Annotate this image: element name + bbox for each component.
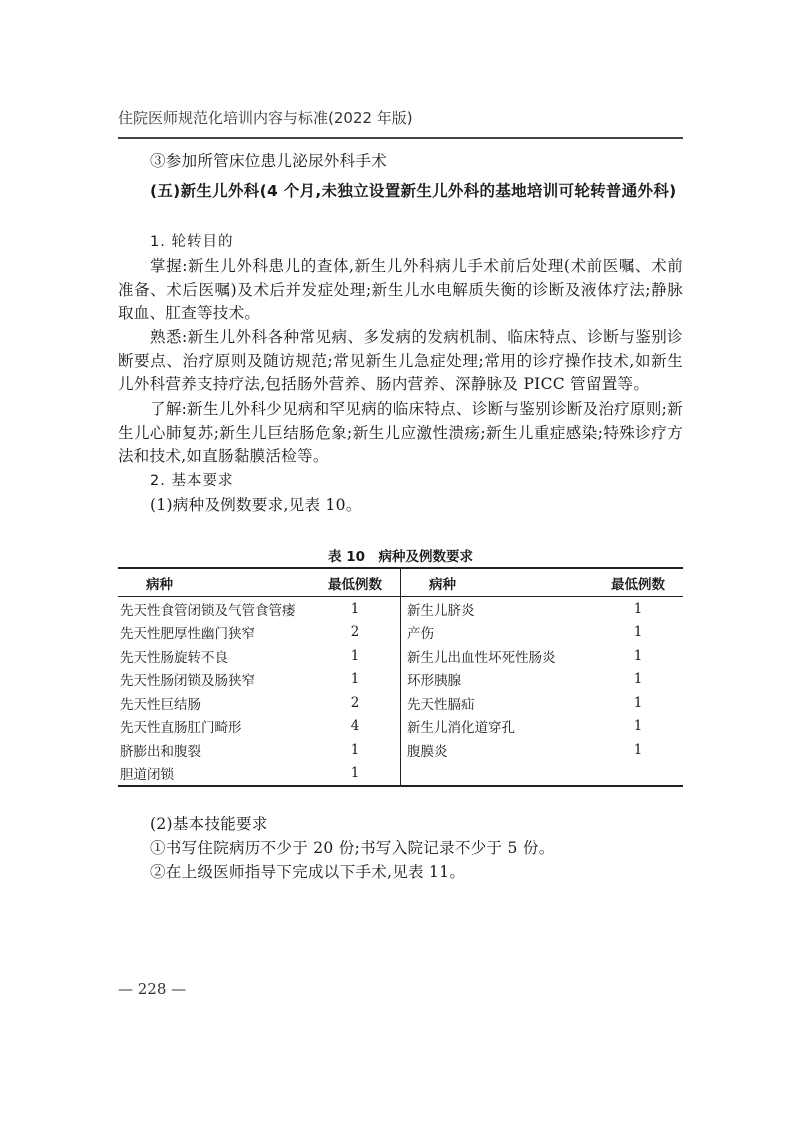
min-cases: 1	[633, 694, 643, 711]
disease-name: 产伤	[407, 626, 434, 643]
min-cases: 4	[350, 718, 360, 735]
disease-name: 腹膜炎	[407, 743, 448, 760]
running-header: 住院医师规范化培训内容与标准(2022 年版)	[118, 109, 413, 127]
paragraph-req2: (2)基本技能要求	[150, 815, 268, 833]
min-cases: 1	[633, 647, 643, 664]
min-cases: 1	[633, 741, 643, 758]
table-row	[401, 715, 683, 739]
table-row	[401, 597, 683, 621]
disease-name: 先天性巨结肠	[120, 696, 201, 713]
table-right-half	[401, 569, 683, 785]
subsection-title-basic-requirements: 2. 基本要求	[150, 473, 234, 489]
table-row	[401, 621, 683, 645]
table-row	[401, 691, 683, 715]
table-row	[118, 738, 400, 762]
disease-name: 先天性肠旋转不良	[120, 649, 228, 666]
min-cases: 1	[633, 600, 643, 617]
header-rule	[118, 137, 683, 139]
table-caption: 表 10 病种及例数要求	[328, 549, 473, 565]
table-row	[401, 668, 683, 692]
paragraph-familiar: 熟悉:新生儿外科各种常见病、多发病的发病机制、临床特点、诊断与鉴别诊断要点、治疗原则及随访规范;常见新生儿急症处理;常用的诊疗操作技术,如新生儿外科营养支持疗法,包括肠外营养、肠内营养、深静脉及 PICC 管留置等。	[118, 328, 683, 393]
disease-name: 先天性食管闭锁及气管食管瘘	[120, 602, 296, 619]
subsection-title-rotation-goals: 1. 轮转目的	[150, 234, 234, 250]
paragraph-surgery-item: ③参加所管床位患儿泌尿外科手术	[150, 152, 388, 170]
table-left-half	[118, 569, 401, 785]
disease-name: 脐膨出和腹裂	[120, 743, 201, 760]
min-cases: 1	[350, 600, 360, 617]
table-row	[118, 691, 400, 715]
header-disease: 病种	[429, 576, 456, 593]
disease-name: 先天性肠闭锁及肠狭窄	[120, 673, 255, 690]
min-cases: 1	[350, 671, 360, 688]
header-disease: 病种	[146, 576, 173, 593]
disease-name: 胆道闭锁	[120, 767, 174, 784]
disease-name: 新生儿消化道穿孔	[407, 720, 515, 737]
table-row	[401, 644, 683, 668]
disease-name: 先天性直肠肛门畸形	[120, 720, 242, 737]
header-min-cases: 最低例数	[328, 576, 382, 593]
disease-name: 新生儿脐炎	[407, 602, 475, 619]
min-cases: 1	[633, 671, 643, 688]
min-cases: 1	[633, 624, 643, 641]
table-row-empty	[401, 762, 683, 786]
disease-table	[118, 567, 683, 787]
disease-name: 先天性膈疝	[407, 696, 475, 713]
header-min-cases: 最低例数	[611, 576, 665, 593]
disease-name: 先天性肥厚性幽门狭窄	[120, 626, 255, 643]
table-row	[118, 597, 400, 621]
paragraph-master: 掌握:新生儿外科患儿的查体,新生儿外科病儿手术前后处理(术前医嘱、术前准备、术后医嘱)及术后并发症处理;新生儿水电解质失衡的诊断及液体疗法;静脉取血、肛查等技术。	[118, 257, 683, 322]
table-row	[118, 715, 400, 739]
table-row	[118, 621, 400, 645]
section-title: (五)新生儿外科(4 个月,未独立设置新生儿外科的基地培训可轮转普通外科)	[150, 182, 677, 200]
table-row	[118, 668, 400, 692]
paragraph-req1: (1)病种及例数要求,见表 10。	[150, 496, 362, 514]
paragraph-req2-item2: ②在上级医师指导下完成以下手术,见表 11。	[150, 863, 466, 881]
table-row	[118, 644, 400, 668]
page-number: — 228 —	[118, 980, 187, 998]
paragraph-req2-item1: ①书写住院病历不少于 20 份;书写入院记录不少于 5 份。	[150, 839, 555, 857]
min-cases: 1	[350, 765, 360, 782]
table-header-row	[118, 569, 400, 597]
paragraph-understand: 了解:新生儿外科少见病和罕见病的临床特点、诊断与鉴别诊断及治疗原则;新生儿心肺复苏;新生儿巨结肠危象;新生儿应激性溃疡;新生儿重症感染;特殊诊疗方法和技术,如直肠黏膜活检等。	[118, 400, 683, 465]
min-cases: 1	[633, 718, 643, 735]
min-cases: 1	[350, 647, 360, 664]
table-header-row	[401, 569, 683, 597]
disease-name: 环形胰腺	[407, 673, 461, 690]
min-cases: 1	[350, 741, 360, 758]
disease-name: 新生儿出血性坏死性肠炎	[407, 649, 556, 666]
min-cases: 2	[350, 624, 360, 641]
table-row	[401, 738, 683, 762]
min-cases: 2	[350, 694, 360, 711]
table-row	[118, 762, 400, 786]
